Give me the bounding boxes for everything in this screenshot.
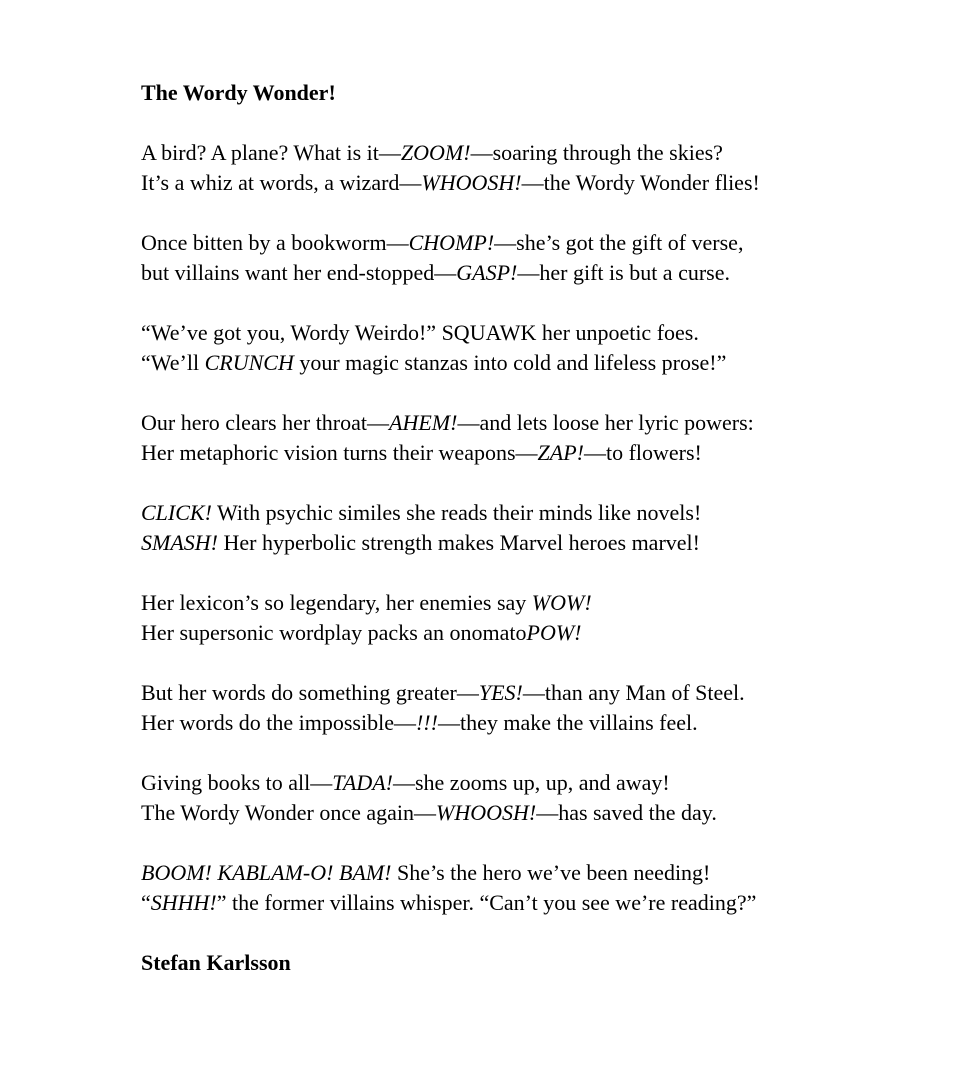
poem-line: [141, 258, 760, 288]
line-text: —soaring through the skies?: [470, 140, 723, 165]
stanza: [141, 678, 760, 738]
poem-title: The Wordy Wonder!: [141, 80, 336, 105]
line-text: “We’ve got you, Wordy Weirdo!” SQUAWK her unpoetic foes.: [141, 320, 699, 345]
line-text: The Wordy Wonder once again—: [141, 800, 437, 825]
poem-line: [141, 798, 760, 828]
italic-sound-effect: ZAP!: [537, 440, 584, 465]
poem-line: [141, 678, 760, 708]
poem-line: [141, 858, 760, 888]
poem-line: [141, 768, 760, 798]
poem-line: [141, 618, 760, 648]
line-text: —and lets loose her lyric powers:: [457, 410, 754, 435]
line-text: ” the former villains whisper. “Can’t you see we’re reading?”: [216, 890, 757, 915]
poem-document: [141, 78, 760, 978]
italic-sound-effect: BOOM! KABLAM-O! BAM!: [141, 860, 392, 885]
stanza: [141, 138, 760, 198]
line-text: Once bitten by a bookworm—: [141, 230, 409, 255]
line-text: —the Wordy Wonder flies!: [521, 170, 760, 195]
stanza: [141, 768, 760, 828]
line-text: A bird? A plane? What is it—: [141, 140, 401, 165]
poem-line: [141, 168, 760, 198]
poem-line: [141, 318, 760, 348]
italic-sound-effect: YES!: [478, 680, 523, 705]
line-text: Her words do the impossible—: [141, 710, 416, 735]
line-text: —she zooms up, up, and away!: [392, 770, 670, 795]
italic-sound-effect: POW!: [526, 620, 582, 645]
poem-line: [141, 498, 760, 528]
line-text: “We’ll: [141, 350, 205, 375]
poem-body: [141, 138, 760, 918]
line-text: Her supersonic wordplay packs an onomato: [141, 620, 527, 645]
line-text: She’s the hero we’ve been needing!: [391, 860, 711, 885]
line-text: Her hyperbolic strength makes Marvel heroes marvel!: [217, 530, 700, 555]
italic-sound-effect: TADA!: [332, 770, 393, 795]
poem-line: [141, 138, 760, 168]
line-text: —she’s got the gift of verse,: [494, 230, 744, 255]
line-text: Our hero clears her throat—: [141, 410, 390, 435]
italic-sound-effect: SMASH!: [141, 530, 218, 555]
line-text: Giving books to all—: [141, 770, 333, 795]
poem-line: [141, 708, 760, 738]
line-text: With psychic similes she reads their minds like novels!: [211, 500, 702, 525]
italic-sound-effect: CHOMP!: [408, 230, 495, 255]
line-text: “: [141, 890, 151, 915]
italic-sound-effect: CRUNCH: [204, 350, 294, 375]
poem-line: [141, 588, 760, 618]
line-text: but villains want her end-stopped—: [141, 260, 457, 285]
italic-sound-effect: SHHH!: [150, 890, 217, 915]
line-text: —her gift is but a curse.: [517, 260, 730, 285]
poem-line: [141, 228, 760, 258]
italic-sound-effect: GASP!: [456, 260, 518, 285]
line-text: —to flowers!: [583, 440, 702, 465]
stanza: [141, 318, 760, 378]
line-text: —they make the villains feel.: [437, 710, 698, 735]
poem-line: [141, 528, 760, 558]
italic-sound-effect: CLICK!: [141, 500, 212, 525]
stanza: [141, 408, 760, 468]
stanza: [141, 858, 760, 918]
line-text: But her words do something greater—: [141, 680, 479, 705]
poem-line: [141, 348, 760, 378]
line-text: —has saved the day.: [536, 800, 717, 825]
stanza: [141, 498, 760, 558]
italic-sound-effect: WOW!: [531, 590, 592, 615]
poem-line: [141, 888, 760, 918]
poem-line: [141, 408, 760, 438]
poem-line: [141, 438, 760, 468]
italic-sound-effect: WHOOSH!: [421, 170, 522, 195]
stanza: [141, 588, 760, 648]
italic-sound-effect: AHEM!: [389, 410, 458, 435]
poem-author: Stefan Karlsson: [141, 950, 291, 975]
line-text: —than any Man of Steel.: [522, 680, 745, 705]
italic-sound-effect: WHOOSH!: [436, 800, 537, 825]
stanza: [141, 228, 760, 288]
line-text: Her metaphoric vision turns their weapons—: [141, 440, 538, 465]
line-text: Her lexicon’s so legendary, her enemies say: [141, 590, 532, 615]
italic-sound-effect: ZOOM!: [400, 140, 471, 165]
line-text: It’s a whiz at words, a wizard—: [141, 170, 422, 195]
line-text: your magic stanzas into cold and lifeless prose!”: [293, 350, 727, 375]
italic-sound-effect: !!!: [415, 710, 438, 735]
